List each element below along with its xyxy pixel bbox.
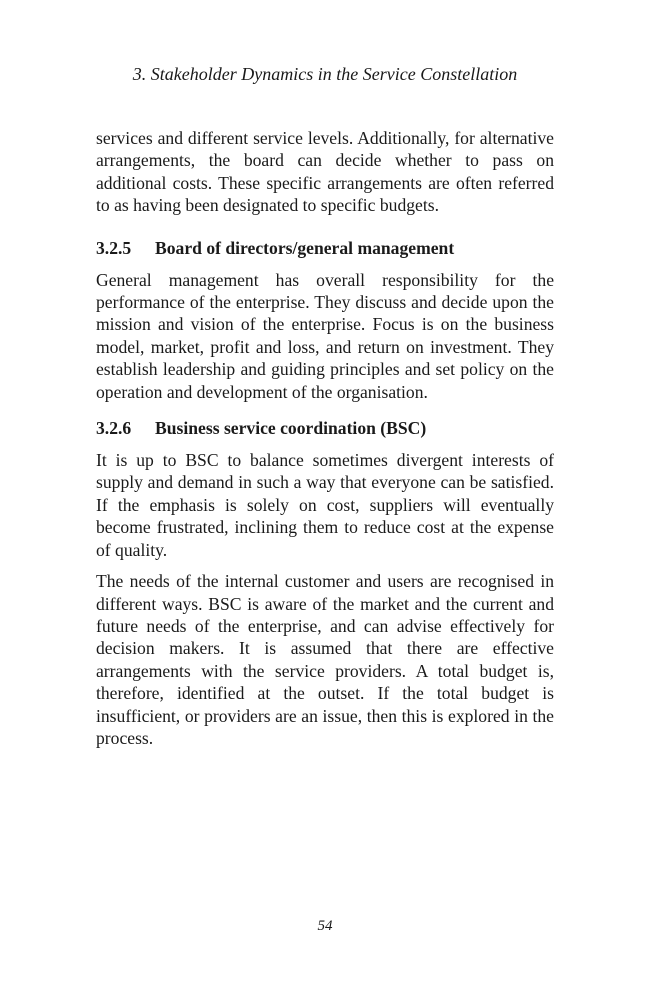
body-paragraph: The needs of the internal customer and users are recognised in different ways. BSC is aware of the market and the current and future needs of the enterprise, and can advise effectively for decision makers. It is assumed that there are effective arrangements with the service providers. A total budget is, therefore, identified at the outset. If the total budget is insufficient, or providers are an issue, then this is explored in the process. [96, 571, 554, 748]
section-heading [96, 417, 554, 439]
page-body [96, 127, 554, 758]
section-3-2-5 [96, 237, 554, 403]
body-paragraph: General management has overall responsibility for the performance of the enterprise. They discuss and decide upon the mission and vision of the enterprise. Focus is on the business model, market, profit and loss, and return on investment. They establish leadership and guiding principles and set policy on the operation and development of the organisation. [96, 269, 554, 402]
section-number: 3.2.6 [96, 418, 132, 439]
section-title: Business service coordination (BSC) [155, 418, 427, 439]
section-3-2-6 [96, 417, 554, 749]
continuation-paragraph: services and different service levels. Additionally, for alternative arrangements, the board can decide whether to pass on additional costs. These specific arrangements are often referred to as having been designated to specific budgets. [96, 128, 554, 216]
section-heading [96, 237, 554, 259]
section-number: 3.2.5 [96, 237, 132, 258]
page-number: 54 [317, 918, 333, 934]
section-title: Board of directors/general management [155, 237, 455, 258]
body-paragraph: It is up to BSC to balance sometimes divergent interests of supply and demand in such a way that everyone can be satisfied. If the emphasis is solely on cost, suppliers will eventually become frustrated, inclining them to reduce cost at the expense of quality. [96, 450, 554, 560]
running-head: 3. Stakeholder Dynamics in the Service Constellation [132, 64, 518, 84]
